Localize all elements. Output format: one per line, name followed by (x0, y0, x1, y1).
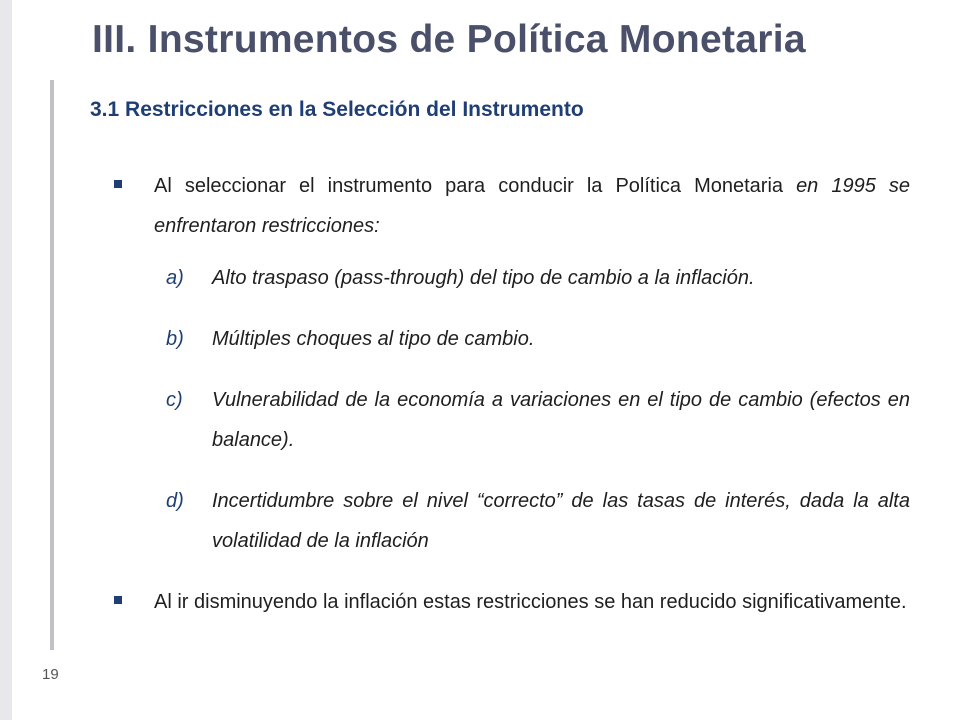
bullet-text: Al seleccionar el instrumento para conducir la Política Monetaria (154, 175, 797, 197)
list-marker: b) (166, 328, 184, 350)
page-number: 19 (42, 666, 59, 683)
bullet-text: Al ir disminuyendo la inflación estas restricciones se han reducido significativamente. (154, 591, 907, 613)
vertical-divider (50, 80, 54, 650)
list-item-text: Alto traspaso (pass-through) del tipo de cambio a la inflación. (212, 267, 755, 289)
list-item-text: Múltiples choques al tipo de cambio. (212, 328, 535, 350)
list-item (166, 258, 910, 298)
list-item-text: Incertidumbre sobre el nivel “correcto” de las tasas de interés, dada la alta volatilidad de la inflación (212, 490, 910, 552)
list-marker: a) (166, 267, 184, 289)
left-frame-band (0, 0, 12, 720)
list-item (166, 319, 910, 359)
slide-content (110, 166, 910, 634)
restriction-list (110, 258, 910, 561)
square-bullet-icon (114, 596, 122, 604)
square-bullet-icon (114, 180, 122, 188)
list-item (166, 481, 910, 561)
list-marker: c) (166, 389, 183, 411)
list-marker: d) (166, 490, 184, 512)
bullet-item (110, 166, 910, 246)
list-item (166, 380, 910, 460)
list-item-text: Vulnerabilidad de la economía a variaciones en el tipo de cambio (efectos en balance). (212, 389, 910, 451)
slide-subtitle: 3.1 Restricciones en la Selección del Instrumento (90, 98, 584, 121)
slide-title: III. Instrumentos de Política Monetaria (92, 18, 806, 61)
bullet-item (110, 582, 910, 622)
bullet-text-italic: en 1995 se enfrentaron restricciones: (154, 175, 910, 237)
